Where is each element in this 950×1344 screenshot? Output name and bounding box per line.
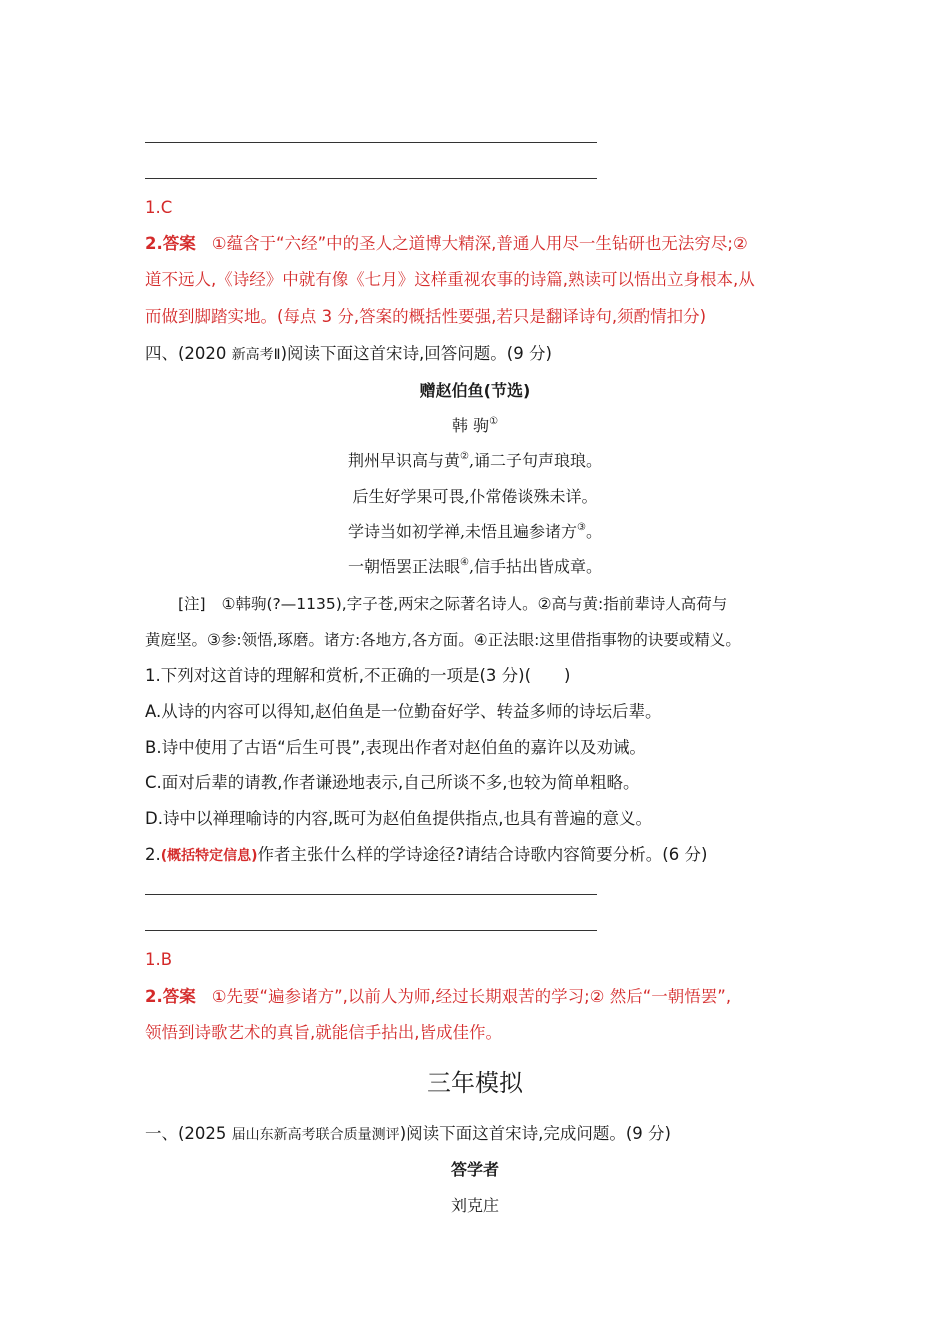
note-label: [注] [178,595,206,613]
footnote-mark: ③ [577,522,587,533]
answer-2-line-2: 领悟到诗歌艺术的真旨,就能信手拈出,皆成佳作。 [145,1023,502,1042]
answer-2-line-3: 而做到脚踏实地。(每点 3 分,答案的概括性要强,若只是翻译诗句,须酌情扣分) [145,307,707,326]
note-line-2: 黄庭坚。③参:领悟,琢磨。诸方:各地方,各方面。④正法眼:这里借指事物的诀要或精义。 [145,631,741,649]
footnote-mark: ② [459,451,469,462]
answer-label: 2.答案 [145,234,196,253]
poem-title: 答学者 [450,1160,499,1179]
question-text: 作者主张什么样的学诗途径?请结合诗歌内容简要分析。(6 分) [257,845,708,864]
question-tag: (概括特定信息) [160,848,258,864]
poem-author: 刘克庄 [450,1196,499,1215]
question-2 [145,843,707,868]
poem-line-4: 一朝悟罢正法眼④,信手拈出皆成章。 [347,557,603,576]
heading-text: )阅读下面这首宋诗,完成问题。(9 分) [399,1124,671,1143]
heading-text: )阅读下面这首宋诗,回答问题。(9 分) [280,344,552,363]
answer-line [145,142,597,143]
answer-label: 2.答案 [145,987,196,1006]
answer-line [145,894,597,895]
heading-prefix: 一、(2025 [145,1124,232,1143]
footnote-mark: ④ [459,557,469,568]
answer-2-line-2: 道不远人,《诗经》中就有像《七月》这样重视农事的诗篇,熟读可以悟出立身根本,从 [145,270,755,289]
answer-line [145,930,597,931]
answer-text: ①蕴含于“六经”中的圣人之道博大精深,普通人用尽一生钻研也无法穷尽;② [211,234,748,253]
answer-2-line-1 [145,985,731,1009]
poem-line-1: 荆州早识高与黄②,诵二子句声琅琅。 [347,451,603,470]
author-name: 韩 驹 [451,416,490,435]
poem-title: 赠赵伯鱼(节选) [419,381,531,400]
option-d: D.诗中以禅理喻诗的内容,既可为赵伯鱼提供指点,也具有普遍的意义。 [145,809,652,828]
poem-line-3: 学诗当如初学禅,未悟且遍参诸方③。 [347,522,603,541]
question-heading [145,1122,671,1147]
answer-1: 1.B [145,950,173,969]
answer-text: ①先要“遍参诸方”,以前人为师,经过长期艰苦的学习;② 然后“一朝悟罢”, [211,987,732,1006]
answer-2-line-1 [145,232,748,256]
note-line-1 [178,592,727,616]
poem-line-2: 后生好学果可畏,仆常倦谈殊未详。 [352,487,598,506]
section-title: 三年模拟 [427,1069,523,1097]
option-a: A.从诗的内容可以得知,赵伯鱼是一位勤奋好学、转益多师的诗坛后辈。 [145,702,662,721]
note-text: ①韩驹(?—1135),字子苍,两宋之际著名诗人。②高与黄:指前辈诗人高荷与 [221,595,728,613]
question-heading [145,342,552,367]
poem-author [0,413,950,436]
heading-source: 届山东新高考联合质量测评 [231,1127,400,1143]
question-1: 1.下列对这首诗的理解和赏析,不正确的一项是(3 分)( ) [145,666,571,685]
answer-1: 1.C [145,198,173,217]
heading-source: 新高考Ⅱ [231,347,281,363]
option-b: B.诗中使用了古语“后生可畏”,表现出作者对赵伯鱼的嘉许以及劝诫。 [145,738,646,757]
question-number: 2. [145,845,161,864]
answer-line [145,178,597,179]
heading-prefix: 四、(2020 [145,344,232,363]
option-c: C.面对后辈的请教,作者谦逊地表示,自己所谈不多,也较为简单粗略。 [145,773,640,792]
footnote-mark: ① [489,416,499,427]
